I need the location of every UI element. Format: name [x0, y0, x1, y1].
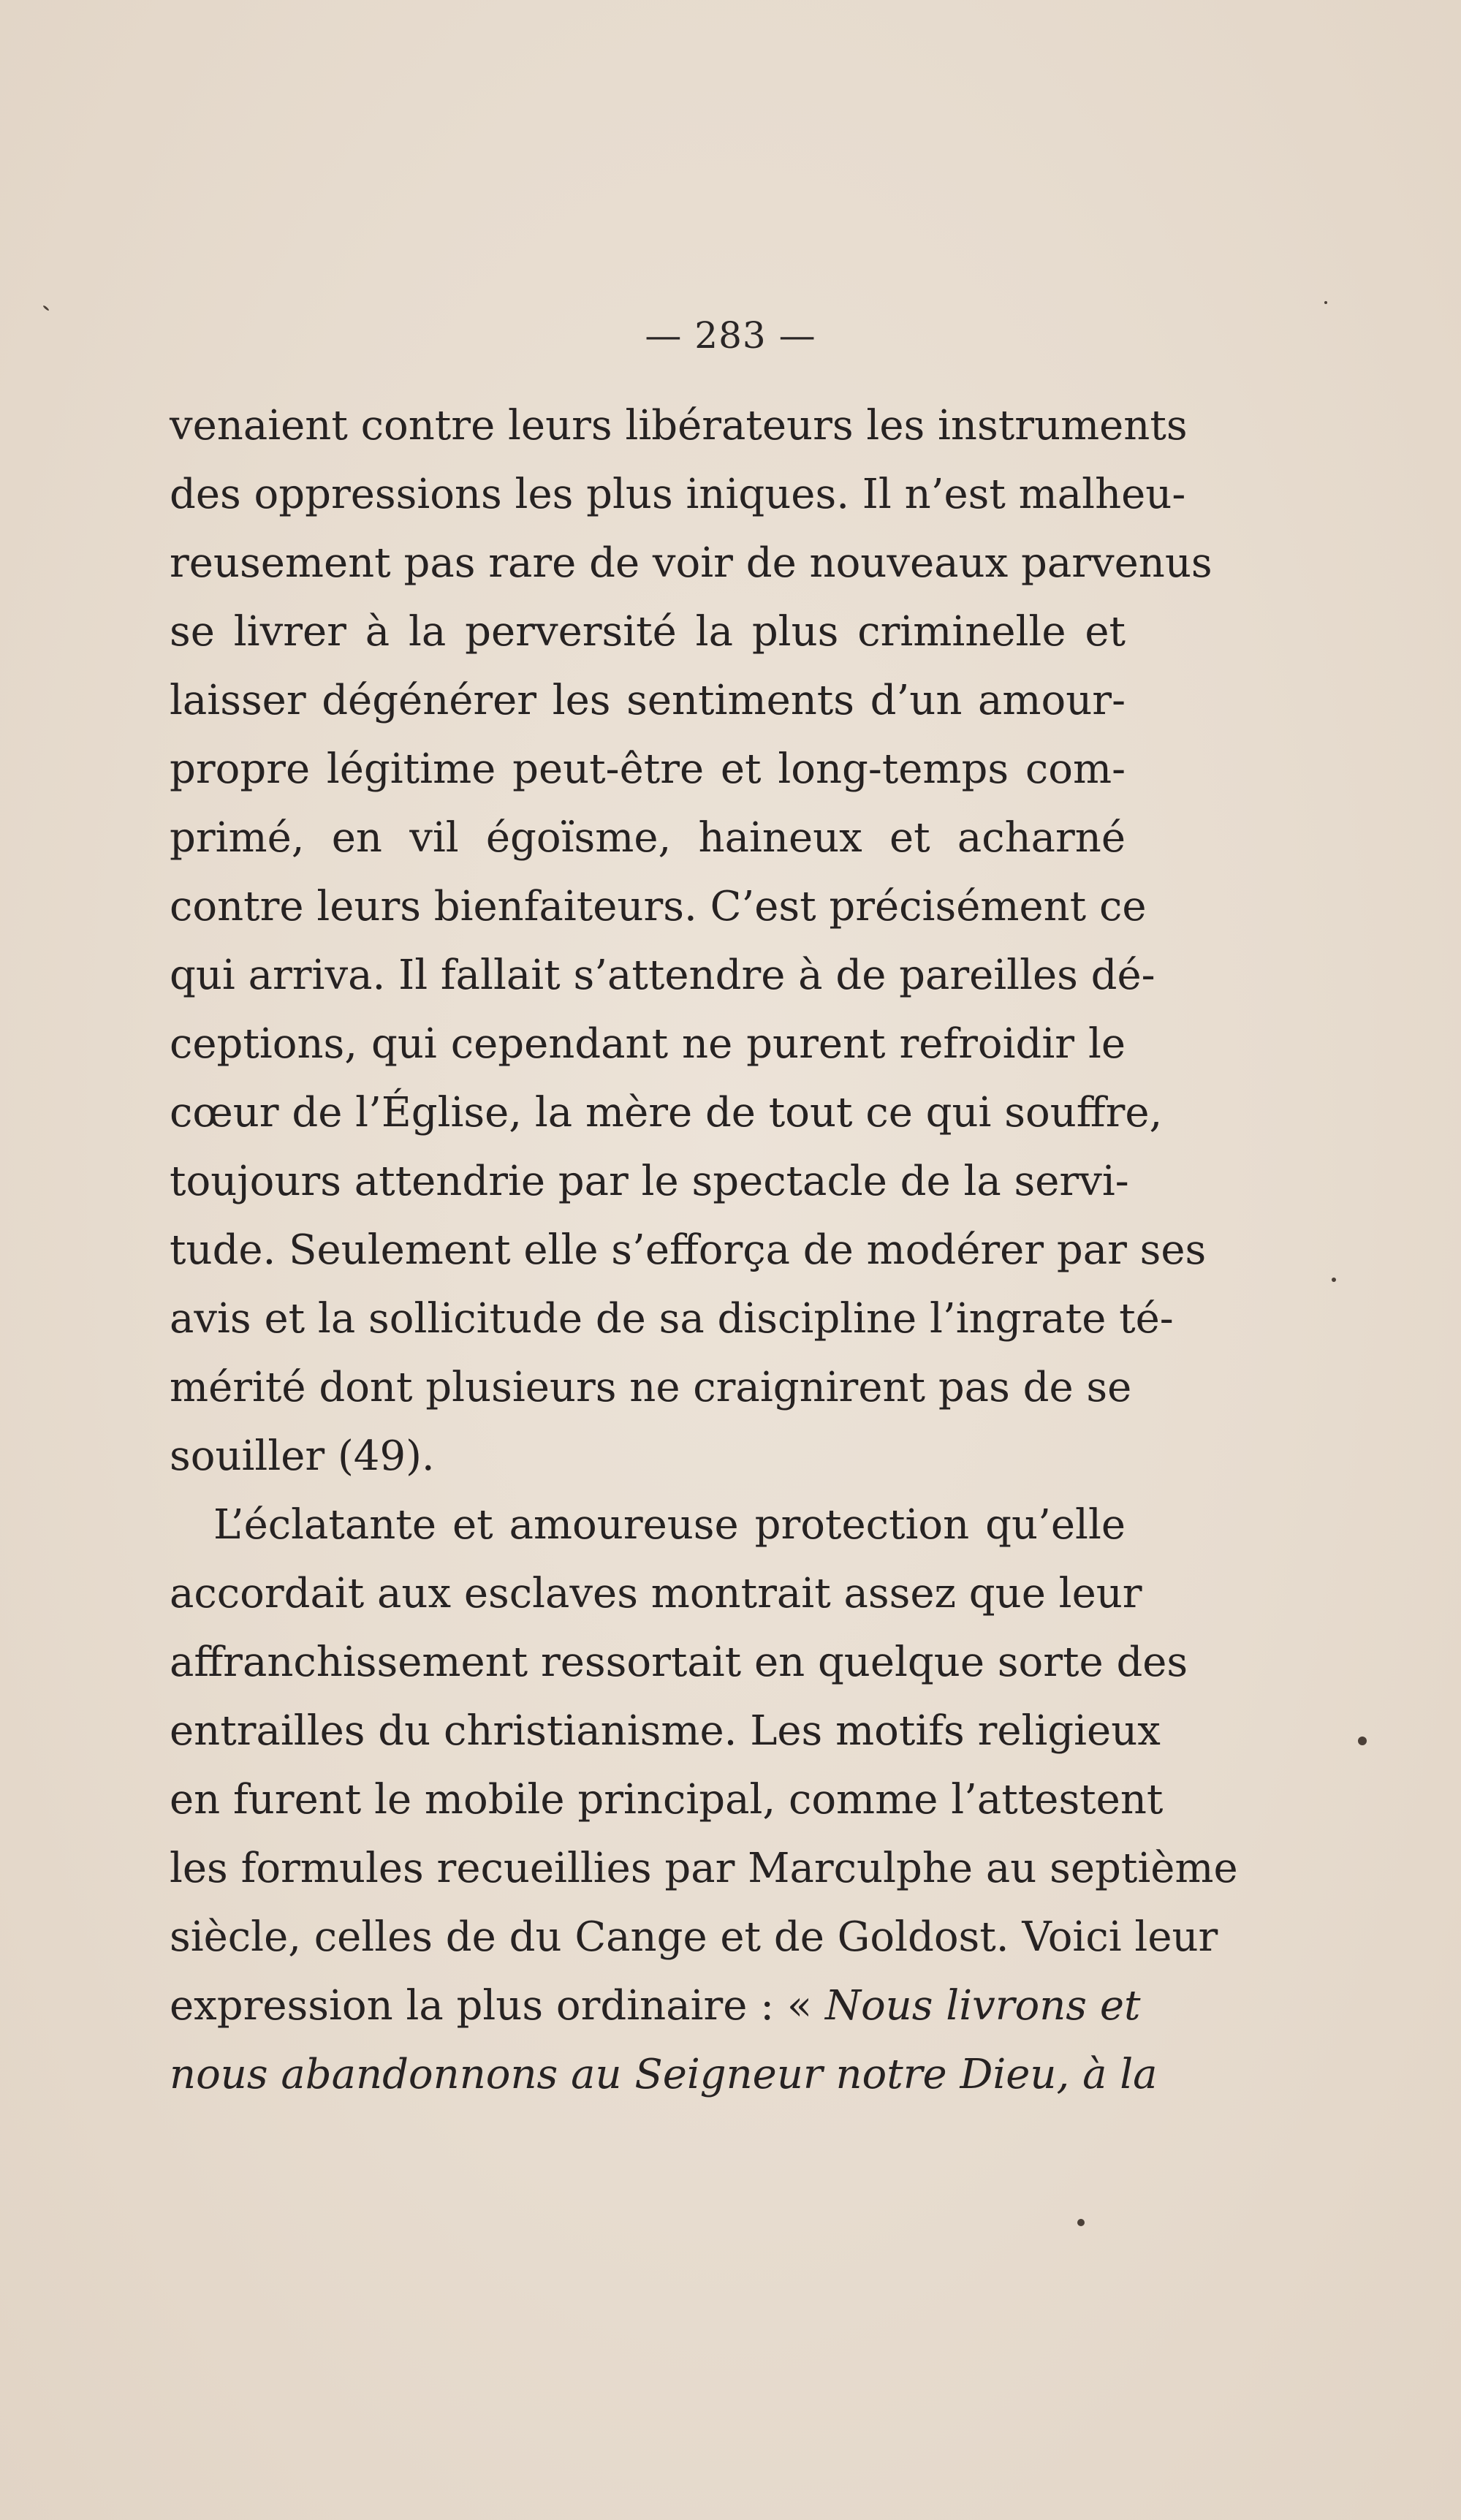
text-line-mixed: [170, 1972, 1141, 2041]
text-line: venaient contre leurs libérateurs les instruments: [170, 402, 1188, 449]
paragraph-2: [170, 1491, 1238, 2109]
ink-speck: [1358, 1737, 1367, 1745]
text-line: en furent le mobile principal, comme l’attestent: [170, 1776, 1164, 1823]
text-line: reusement pas rare de voir de nouveaux parvenus: [170, 539, 1213, 587]
ink-speck: [1077, 2219, 1085, 2226]
text-line: qui arriva. Il fallait s’attendre à de pareilles dé-: [170, 952, 1155, 999]
body-text: [170, 392, 1238, 2109]
text-line: mérité dont plusieurs ne craignirent pas de se: [170, 1364, 1132, 1411]
text-line: tude. Seulement elle s’efforça de modérer par ses: [170, 1226, 1207, 1274]
ink-speck: [1324, 301, 1327, 304]
ink-speck: [1332, 1278, 1336, 1282]
text-line: contre leurs bienfaiteurs. C’est précisément ce: [170, 883, 1147, 930]
paragraph-1: [170, 392, 1213, 1491]
text-line: cœur de l’Église, la mère de tout ce qui souffre,: [170, 1089, 1163, 1136]
text-line: souiller (49).: [170, 1432, 435, 1480]
ink-speck: [42, 305, 50, 311]
text-italic: Nous livrons et: [824, 1982, 1141, 2030]
text-line: avis et la sollicitude de sa discipline l’ingrate té-: [170, 1295, 1174, 1343]
text-line: laisser dégénérer les sentiments d’un amour-: [170, 677, 1126, 724]
text-line: les formules recueillies par Marculphe au septième: [170, 1845, 1238, 1892]
text-line-italic: nous abandonnons au Seigneur notre Dieu, à la: [170, 2051, 1158, 2098]
text-line: se livrer à la perversité la plus criminelle et: [170, 608, 1126, 656]
text-line: primé, en vil égoïsme, haineux et acharné: [170, 814, 1126, 862]
text-line: affranchissement ressortait en quelque sorte des: [170, 1639, 1188, 1686]
text-line: ceptions, qui cependant ne purent refroidir le: [170, 1020, 1126, 1068]
page-number: — 283 —: [645, 314, 816, 357]
text-line: des oppressions les plus iniques. Il n’est malheu-: [170, 471, 1186, 518]
text-line: entrailles du christianisme. Les motifs religieux: [170, 1707, 1161, 1755]
text-line: toujours attendrie par le spectacle de la servi-: [170, 1158, 1129, 1205]
text-line: L’éclatante et amoureuse protection qu’elle: [213, 1501, 1126, 1549]
text-line: propre légitime peut-être et long-temps com-: [170, 745, 1126, 793]
text-line: accordait aux esclaves montrait assez que leur: [170, 1570, 1142, 1617]
text-line: siècle, celles de du Cange et de Goldost. Voici leur: [170, 1913, 1218, 1961]
text-roman: expression la plus ordinaire : «: [170, 1982, 825, 2030]
